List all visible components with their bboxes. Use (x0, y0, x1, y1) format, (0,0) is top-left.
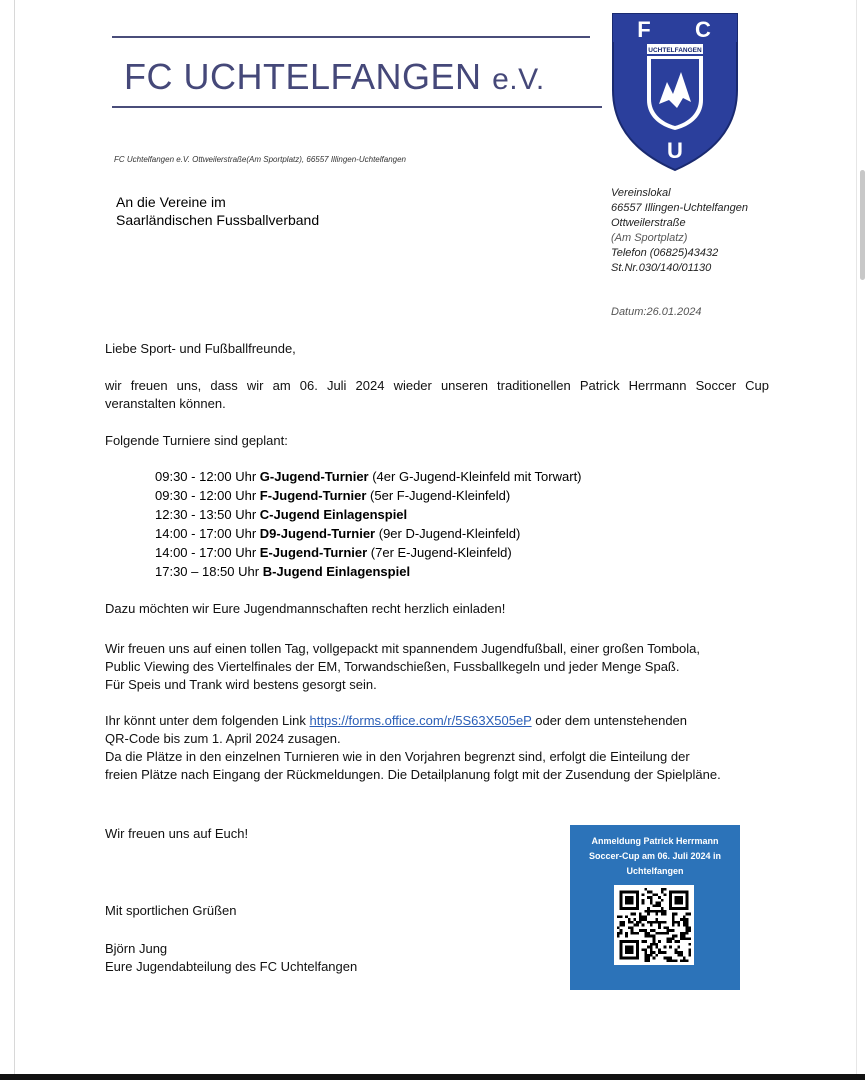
intro-word: wieder (393, 378, 432, 393)
intro-word: dass (210, 378, 238, 393)
intro-word: freuen (130, 378, 168, 393)
recipient-line-2: Saarländischen Fussballverband (116, 212, 320, 228)
club-crest-logo (611, 12, 739, 172)
intro-word: wir (105, 378, 122, 393)
event-paragraph (105, 640, 700, 694)
intro-word: Cup (745, 378, 769, 393)
registration-line-3: Da die Plätze in den einzelnen Turnieren wie in den Vorjahren begrenzt sind, erfolgt die Einteilung der (105, 749, 690, 764)
schedule-item: 17:30 – 18:50 Uhr B-Jugend Einlagenspiel (155, 564, 411, 579)
club-info-line-1: Vereinslokal (611, 187, 671, 199)
signer-role: Eure Jugendabteilung des FC Uchtelfangen (105, 959, 358, 974)
intro-word: uns, (176, 378, 202, 393)
page-left-edge (14, 0, 15, 1075)
registration-line-4: freien Plätze nach Eingang der Rückmeldungen. Die Detailplanung folgt mit der Zusendung der Spielpläne. (105, 767, 721, 782)
signer-name: Björn Jung (105, 941, 168, 956)
club-info-line-3: Ottweilerstraße (611, 217, 686, 229)
club-name-heading (124, 56, 545, 98)
header-rule-top (112, 36, 590, 38)
club-info-line-4: (Am Sportplatz) (611, 232, 688, 244)
club-suffix: e.V. (492, 63, 545, 96)
greeting: Liebe Sport- und Fußballfreunde, (105, 341, 296, 356)
registration-link[interactable]: https://forms.office.com/r/5S63X505eP (309, 713, 532, 728)
crest-letter-f: F (637, 17, 651, 42)
schedule-item: 14:00 - 17:00 Uhr D9-Jugend-Turnier (9er D-Jugend-Kleinfeld) (155, 526, 521, 541)
invite-line: Dazu möchten wir Eure Jugendmannschaften recht herzlich einladen! (105, 601, 506, 616)
schedule-item: 14:00 - 17:00 Uhr E-Jugend-Turnier (7er E-Jugend-Kleinfeld) (155, 545, 512, 560)
club-info-block (611, 186, 748, 276)
registration-line-2: QR-Code bis zum 1. April 2024 zusagen. (105, 731, 341, 746)
intro-line-2: veranstalten können. (105, 396, 226, 411)
qr-title-line: Uchtelfangen (626, 866, 684, 876)
qr-title-line: Soccer-Cup am 06. Juli 2024 in (588, 851, 722, 861)
club-info-line-2: 66557 Illingen-Uchtelfangen (611, 202, 748, 214)
bottom-edge-bar (0, 1074, 865, 1080)
schedule-item: 09:30 - 12:00 Uhr G-Jugend-Turnier (4er G-Jugend-Kleinfeld mit Torwart) (155, 469, 582, 484)
signer-block (105, 940, 357, 976)
club-info-line-6: St.Nr.030/140/01130 (611, 262, 712, 274)
intro-word: Herrmann (628, 378, 687, 393)
tournament-schedule (155, 467, 582, 581)
qr-title-line: Anmeldung Patrick Herrmann (591, 836, 719, 846)
club-info-line-5: Telefon (06825)43432 (611, 247, 719, 259)
recipient-block (116, 193, 319, 229)
crest-letter-u: U (667, 138, 683, 163)
event-line-3: Für Speis und Trank wird bestens gesorgt sein. (105, 677, 377, 692)
registration-line-1: Ihr könnt unter dem folgenden Link https://forms.office.com/r/5S63X505eP oder dem untenstehenden (105, 713, 688, 728)
intro-word: Soccer (695, 378, 737, 393)
intro-word: 06. (299, 378, 318, 393)
intro-word: traditionellen (497, 378, 571, 393)
scrollbar-thumb[interactable] (860, 170, 865, 280)
registration-paragraph (105, 712, 721, 784)
schedule-intro: Folgende Turniere sind geplant: (105, 433, 288, 448)
event-line-1: Wir freuen uns auf einen tollen Tag, vollgepackt mit spannendem Jugendfußball, einer großen Tombola, (105, 641, 700, 656)
closing-line: Wir freuen uns auf Euch! (105, 826, 249, 841)
crest-banner-text: UCHTELFANGEN (648, 47, 702, 54)
sender-address-line: FC Uchtelfangen e.V. Ottweilerstraße(Am Sportplatz), 66557 Illingen-Uchtelfangen (114, 155, 406, 164)
intro-word: am (272, 378, 291, 393)
intro-line-1 (105, 377, 769, 395)
recipient-line-1: An die Vereine im (116, 194, 226, 210)
qr-code-icon[interactable] (614, 885, 694, 965)
crest-letter-c: C (695, 17, 711, 42)
page-right-edge (856, 0, 857, 1075)
letter-date: Datum:26.01.2024 (611, 306, 702, 318)
intro-word: Patrick (579, 378, 620, 393)
qr-panel-title (570, 834, 740, 879)
schedule-item: 12:30 - 13:50 Uhr C-Jugend Einlagenspiel (155, 507, 408, 522)
qr-registration-panel[interactable] (570, 825, 740, 990)
intro-word: Juli (326, 378, 347, 393)
intro-word: 2024 (355, 378, 385, 393)
club-name: FC UCHTELFANGEN (124, 56, 482, 97)
regards-line: Mit sportlichen Grüßen (105, 903, 237, 918)
event-line-2: Public Viewing des Viertelfinales der EM, Torwandschießen, Fussballkegeln und jeder Menge Spaß. (105, 659, 680, 674)
intro-word: unseren (440, 378, 488, 393)
schedule-item: 09:30 - 12:00 Uhr F-Jugend-Turnier (5er F-Jugend-Kleinfeld) (155, 488, 511, 503)
header-rule-bottom (112, 106, 602, 108)
intro-paragraph (105, 377, 769, 413)
intro-word: wir (246, 378, 264, 393)
